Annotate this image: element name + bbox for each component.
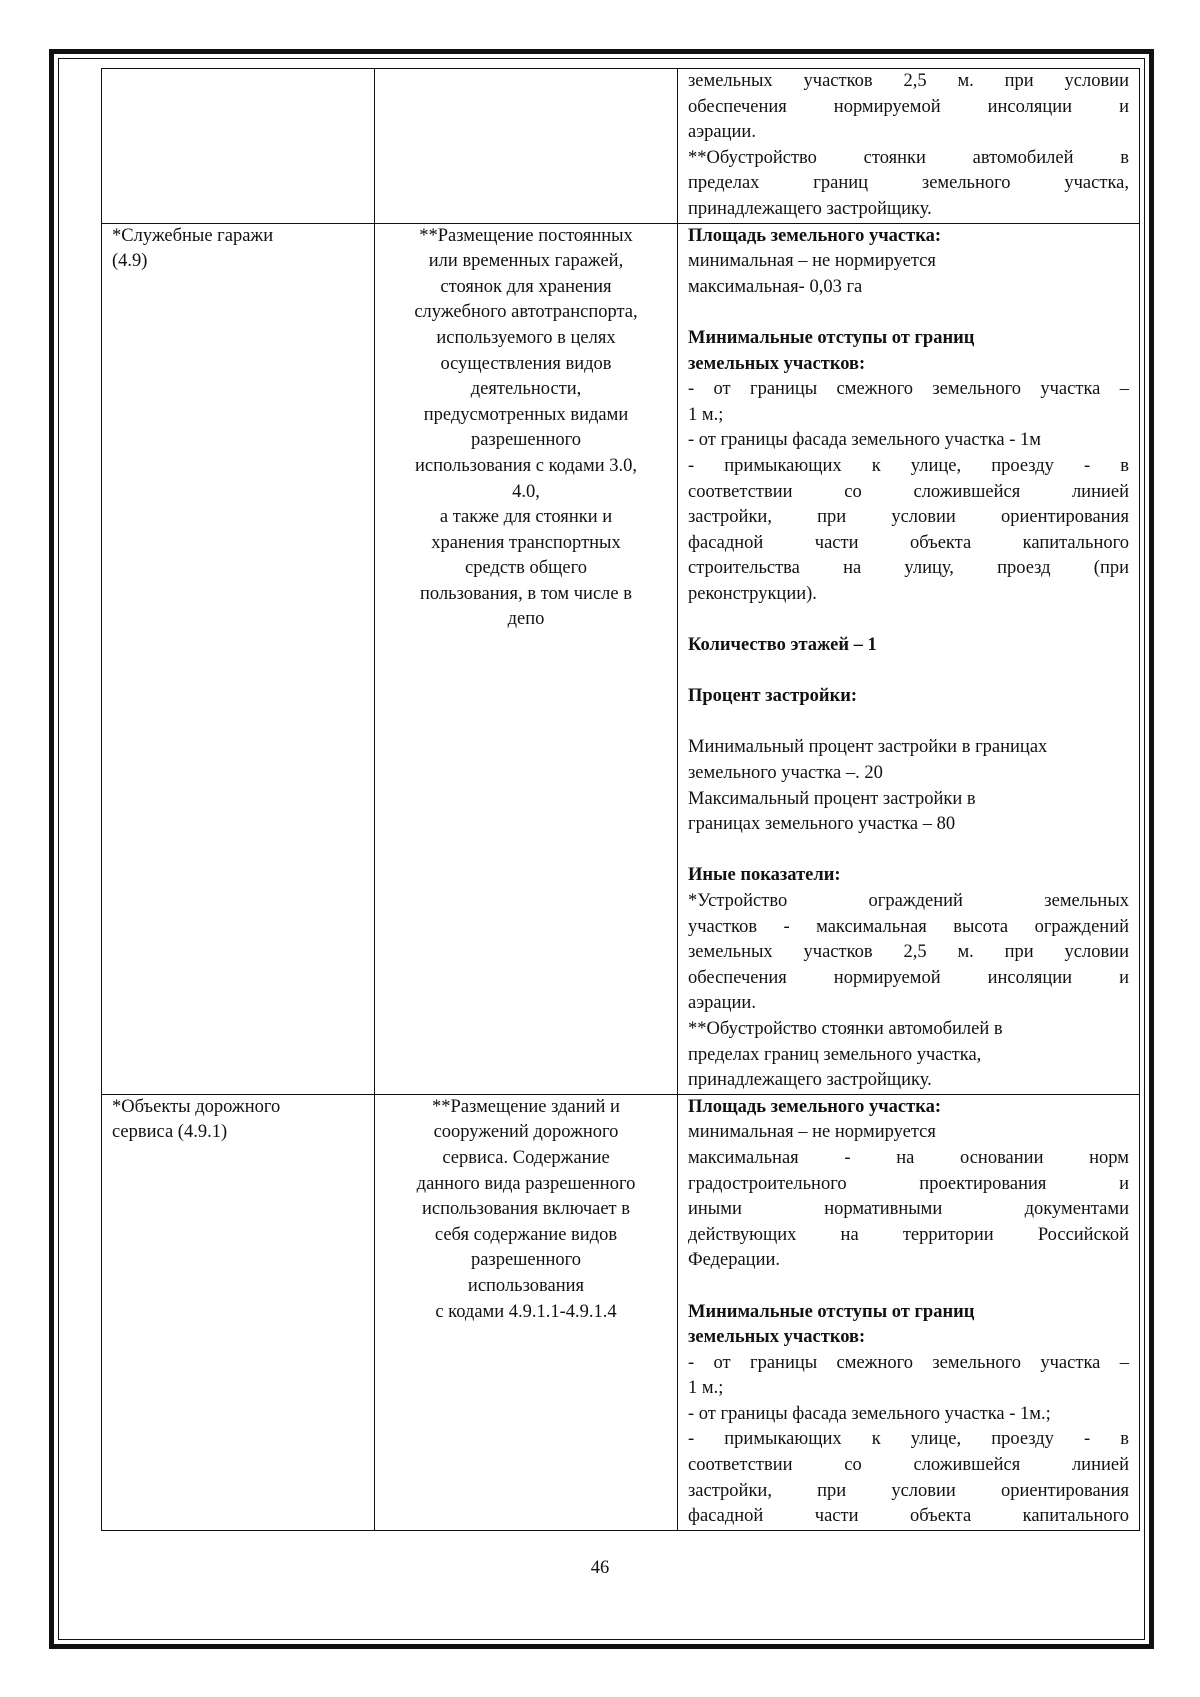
description-text-line: себя содержание видов <box>434 1224 618 1245</box>
page-number: 46 <box>590 1558 610 1578</box>
description-text-line: разрешенного <box>470 1250 582 1271</box>
description-text-line: деятельности, <box>470 379 582 400</box>
description-text-line: средств общего <box>465 558 587 579</box>
parameter-text-line: пределах границ земельного участка, <box>688 173 1129 194</box>
parameter-text-line: земельных участков 2,5 м. при условии <box>688 942 1129 963</box>
description-text-line: использования с кодами 3.0, <box>415 455 637 476</box>
parameter-text-line: застройки, при условии ориентирования <box>688 1480 1129 1501</box>
parameter-text-line: земельных участков 2,5 м. при условии <box>688 71 1129 91</box>
description-text-line: осуществления видов <box>440 353 612 374</box>
kind-cell <box>102 223 375 1094</box>
section-heading: Минимальные отступы от границ <box>688 1301 975 1322</box>
parameter-text-line: - от границы смежного земельного участка – <box>688 1352 1129 1373</box>
blank-line <box>688 659 1129 685</box>
section-heading: Процент застройки: <box>688 686 858 707</box>
description-text-line: используемого в целях <box>436 327 616 348</box>
blank-line <box>688 838 1129 864</box>
kind-text-line: сервиса (4.9.1) <box>112 1122 228 1143</box>
parameter-text-line: максимальная - на основании норм <box>688 1147 1129 1168</box>
blank-line <box>688 1274 1129 1300</box>
parameter-text-line: - от границы смежного земельного участка – <box>688 379 1129 400</box>
parameter-text-line: принадлежащего застройщику. <box>688 1070 932 1091</box>
parameter-text-line: **Обустройство стоянки автомобилей в <box>688 1018 1003 1039</box>
parameter-text-line: соответствии со сложившейся линией <box>688 1455 1129 1476</box>
parameters-cell <box>678 69 1140 224</box>
parameter-text-line: аэрации. <box>688 122 756 143</box>
parameter-text-line: иными нормативными документами <box>688 1199 1129 1220</box>
description-text-line: сервиса. Содержание <box>442 1147 610 1168</box>
parameter-text-line: Федерации. <box>688 1250 780 1271</box>
description-text-line: сооружений дорожного <box>433 1122 619 1143</box>
description-text-line: 4.0, <box>512 481 540 502</box>
parameter-text-line: строительства на улицу, проезд (при <box>688 558 1129 579</box>
description-text-line: предусмотренных видами <box>423 404 629 425</box>
section-heading: Площадь земельного участка: <box>688 1096 942 1117</box>
parameter-text-line: фасадной части объекта капитального <box>688 532 1129 553</box>
parameter-text-line: земельного участка –. 20 <box>688 763 883 784</box>
parameter-text-line: участков - максимальная высота ограждений <box>688 916 1129 937</box>
parameter-text-line: принадлежащего застройщику. <box>688 198 932 219</box>
blank-line <box>688 300 1129 326</box>
parameters-cell <box>678 223 1140 1094</box>
section-heading: Минимальные отступы от границ <box>688 327 975 348</box>
description-text-line: использования <box>467 1275 585 1296</box>
section-heading: Площадь земельного участка: <box>688 225 942 246</box>
description-cell <box>375 1094 678 1530</box>
parameter-text-line: градостроительного проектирования и <box>688 1173 1129 1194</box>
section-heading: Количество этажей – 1 <box>688 635 877 656</box>
parameter-text-line: 1 м.; <box>688 1378 724 1399</box>
kind-cell <box>102 69 375 224</box>
parameter-text-line: минимальная – не нормируется <box>688 251 936 272</box>
parameter-text-line: минимальная – не нормируется <box>688 1122 936 1143</box>
description-text-line: пользования, в том числе в <box>420 583 632 604</box>
description-text-line: разрешенного <box>470 430 582 451</box>
description-text-line: депо <box>507 609 545 630</box>
description-text-line: данного вида разрешенного <box>416 1173 636 1194</box>
parameter-text-line: - примыкающих к улице, проезду - в <box>688 455 1129 476</box>
parameter-text-line: **Обустройство стоянки автомобилей в <box>688 147 1129 168</box>
description-text-line: служебного автотранспорта, <box>414 302 638 323</box>
description-text-line: хранения транспортных <box>431 532 621 553</box>
parameter-text-line: границах земельного участка – 80 <box>688 814 956 835</box>
description-cell <box>375 223 678 1094</box>
parameter-text-line: реконструкции). <box>688 583 817 604</box>
description-cell <box>375 69 678 224</box>
description-text-line: стоянок для хранения <box>440 276 612 297</box>
kind-text-line: *Объекты дорожного <box>112 1096 281 1117</box>
description-text-line: использования включает в <box>421 1199 631 1220</box>
parameter-text-line: - от границы фасада земельного участка - 1м <box>688 430 1042 451</box>
parameter-text-line: соответствии со сложившейся линией <box>688 481 1129 502</box>
parameter-text-line: обеспечения нормируемой инсоляции и <box>688 967 1129 988</box>
parameter-text-line: - от границы фасада земельного участка - 1м.; <box>688 1403 1051 1424</box>
description-text-line: с кодами 4.9.1.1-4.9.1.4 <box>435 1301 617 1322</box>
blank-line <box>688 710 1129 736</box>
description-text-line: **Размещение зданий и <box>432 1096 620 1117</box>
description-text-line: а также для стоянки и <box>439 507 613 528</box>
parameter-text-line: действующих на территории Российской <box>688 1224 1129 1245</box>
table-row <box>102 69 1140 224</box>
parameter-text-line: 1 м.; <box>688 404 724 425</box>
table-row <box>102 1094 1140 1530</box>
kind-text-line: *Служебные гаражи <box>112 225 274 246</box>
description-text-line: **Размещение постоянных <box>419 225 633 246</box>
parameter-text-line: Минимальный процент застройки в границах <box>688 737 1048 758</box>
parameter-text-line: *Устройство ограждений земельных <box>688 891 1129 911</box>
kind-text-line: (4.9) <box>112 251 148 272</box>
parameter-text-line: застройки, при условии ориентирования <box>688 507 1129 528</box>
parameter-text-line: фасадной части объекта капитального <box>688 1506 1129 1527</box>
zoning-table <box>101 68 1140 1531</box>
description-text-line: или временных гаражей, <box>428 251 624 272</box>
parameter-text-line: пределах границ земельного участка, <box>688 1044 982 1065</box>
parameter-text-line: Максимальный процент застройки в <box>688 788 976 809</box>
parameter-text-line: обеспечения нормируемой инсоляции и <box>688 96 1129 117</box>
parameters-cell <box>678 1094 1140 1530</box>
kind-cell <box>102 1094 375 1530</box>
parameter-text-line: максимальная- 0,03 га <box>688 276 863 297</box>
blank-line <box>688 607 1129 633</box>
section-heading: земельных участков: <box>688 1327 866 1348</box>
section-heading: земельных участков: <box>688 353 866 374</box>
parameter-text-line: аэрации. <box>688 993 756 1014</box>
parameter-text-line: - примыкающих к улице, проезду - в <box>688 1429 1129 1450</box>
table-row <box>102 223 1140 1094</box>
section-heading: Иные показатели: <box>688 865 841 886</box>
